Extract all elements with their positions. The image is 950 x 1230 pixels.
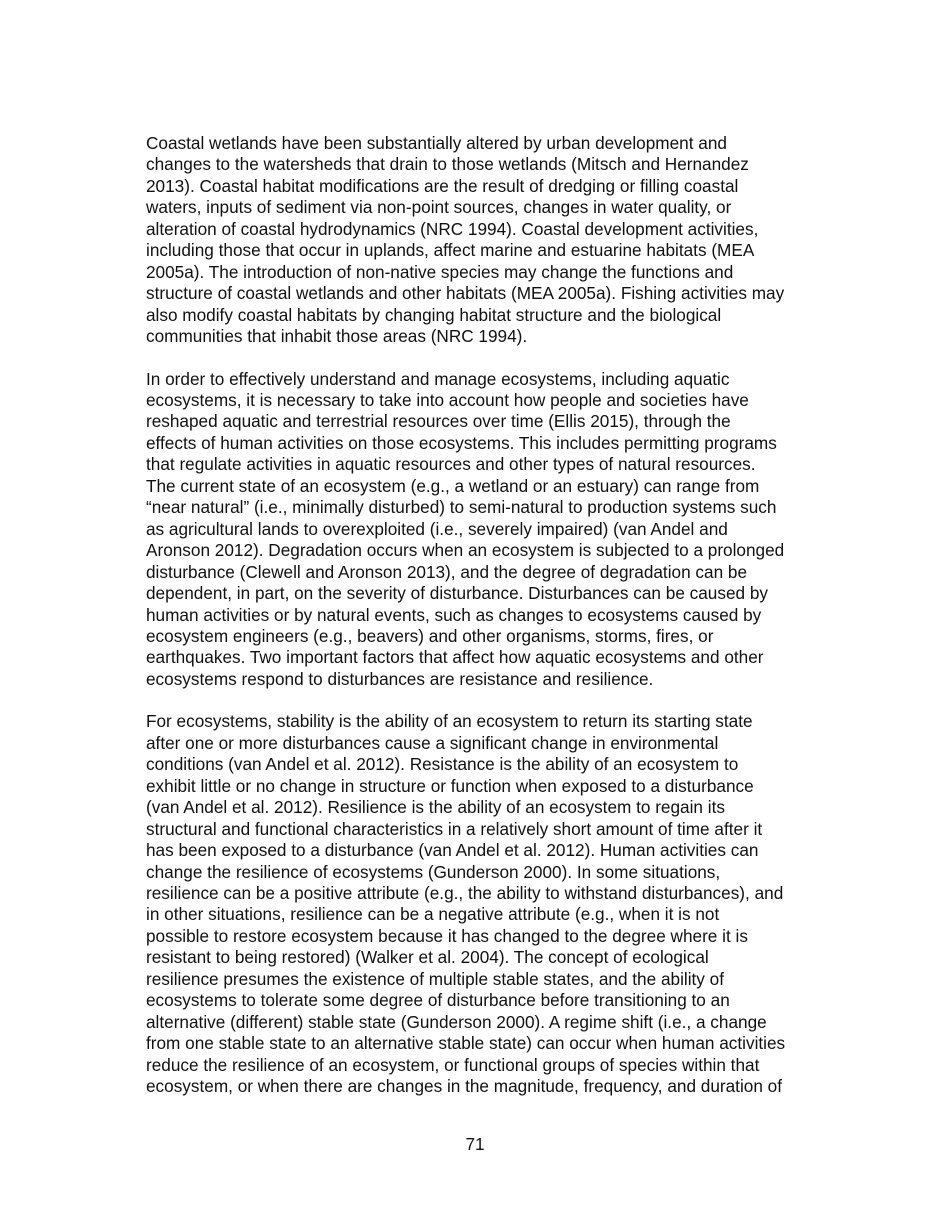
text-line: structural and functional characteristics in a relatively short amount of time after it bbox=[146, 818, 763, 839]
text-line: human activities or by natural events, such as changes to ecosystems caused by bbox=[146, 604, 762, 625]
text-line: also modify coastal habitats by changing habitat structure and the biological bbox=[146, 304, 722, 325]
text-line: as agricultural lands to overexploited (i.e., severely impaired) (van Andel and bbox=[146, 518, 728, 539]
text-line: ecosystem engineers (e.g., beavers) and other organisms, storms, fires, or bbox=[146, 625, 714, 646]
body-text bbox=[146, 133, 842, 1118]
text-line: has been exposed to a disturbance (van Andel et al. 2012). Human activities can bbox=[146, 840, 759, 861]
text-line: Aronson 2012). Degradation occurs when an ecosystem is subjected to a prolonged bbox=[146, 540, 785, 561]
text-line: (van Andel et al. 2012). Resilience is the ability of an ecosystem to regain its bbox=[146, 797, 725, 818]
page-number: 71 bbox=[465, 1134, 485, 1154]
text-line: ecosystems respond to disturbances are resistance and resilience. bbox=[146, 668, 654, 689]
text-line: In order to effectively understand and manage ecosystems, including aquatic bbox=[146, 368, 730, 389]
text-line: disturbance (Clewell and Aronson 2013), and the degree of degradation can be bbox=[146, 561, 748, 582]
text-line: changes to the watersheds that drain to those wetlands (Mitsch and Hernandez bbox=[146, 154, 749, 175]
text-line: alteration of coastal hydrodynamics (NRC 1994). Coastal development activities, bbox=[146, 218, 759, 239]
text-line: Coastal wetlands have been substantially altered by urban development and bbox=[146, 133, 727, 153]
text-line: in other situations, resilience can be a negative attribute (e.g., when it is not bbox=[146, 904, 720, 925]
paragraph-coastal-wetlands bbox=[146, 133, 842, 348]
text-line: resistant to being restored) (Walker et al. 2004). The concept of ecological bbox=[146, 947, 709, 968]
text-line: communities that inhabit those areas (NRC 1994). bbox=[146, 326, 528, 347]
text-line: structure of coastal wetlands and other habitats (MEA 2005a). Fishing activities may bbox=[146, 283, 785, 304]
text-line: earthquakes. Two important factors that affect how aquatic ecosystems and other bbox=[146, 647, 764, 668]
text-line: effects of human activities on those ecosystems. This includes permitting programs bbox=[146, 432, 777, 453]
text-line: ecosystem, or when there are changes in the magnitude, frequency, and duration of bbox=[146, 1076, 783, 1097]
text-line: change the resilience of ecosystems (Gunderson 2000). In some situations, bbox=[146, 861, 721, 882]
paragraph-stability-resilience bbox=[146, 711, 842, 1097]
text-line: resilience can be a positive attribute (e.g., the ability to withstand disturbances), and bbox=[146, 882, 784, 903]
text-line: 2013). Coastal habitat modifications are the result of dredging or filling coastal bbox=[146, 175, 739, 196]
text-line: dependent, in part, on the severity of disturbance. Disturbances can be caused by bbox=[146, 583, 768, 604]
text-line: after one or more disturbances cause a significant change in environmental bbox=[146, 732, 719, 753]
text-line: For ecosystems, stability is the ability of an ecosystem to return its starting state bbox=[146, 711, 753, 732]
text-line: ecosystems, it is necessary to take into account how people and societies have bbox=[146, 389, 749, 410]
text-line: reshaped aquatic and terrestrial resources over time (Ellis 2015), through the bbox=[146, 411, 731, 432]
text-line: including those that occur in uplands, affect marine and estuarine habitats (MEA bbox=[146, 240, 755, 261]
paragraph-manage-ecosystems bbox=[146, 369, 842, 691]
text-line: from one stable state to an alternative stable state) can occur when human activities bbox=[146, 1033, 786, 1054]
text-line: exhibit little or no change in structure or function when exposed to a disturbance bbox=[146, 775, 754, 796]
text-line: possible to restore ecosystem because it has changed to the degree where it is bbox=[146, 925, 748, 946]
text-line: reduce the resilience of an ecosystem, or functional groups of species within that bbox=[146, 1054, 760, 1075]
text-line: “near natural” (i.e., minimally disturbed) to semi-natural to production systems such bbox=[146, 497, 777, 518]
text-line: alternative (different) stable state (Gunderson 2000). A regime shift (i.e., a change bbox=[146, 1011, 767, 1032]
text-line: resilience presumes the existence of multiple stable states, and the ability of bbox=[146, 968, 724, 989]
text-line: 2005a). The introduction of non-native species may change the functions and bbox=[146, 261, 734, 282]
text-line: ecosystems to tolerate some degree of disturbance before transitioning to an bbox=[146, 990, 730, 1011]
text-line: waters, inputs of sediment via non-point sources, changes in water quality, or bbox=[146, 197, 732, 218]
text-line: that regulate activities in aquatic resources and other types of natural resources. bbox=[146, 454, 756, 475]
text-line: The current state of an ecosystem (e.g., a wetland or an estuary) can range from bbox=[146, 475, 760, 496]
text-line: conditions (van Andel et al. 2012). Resistance is the ability of an ecosystem to bbox=[146, 754, 739, 775]
